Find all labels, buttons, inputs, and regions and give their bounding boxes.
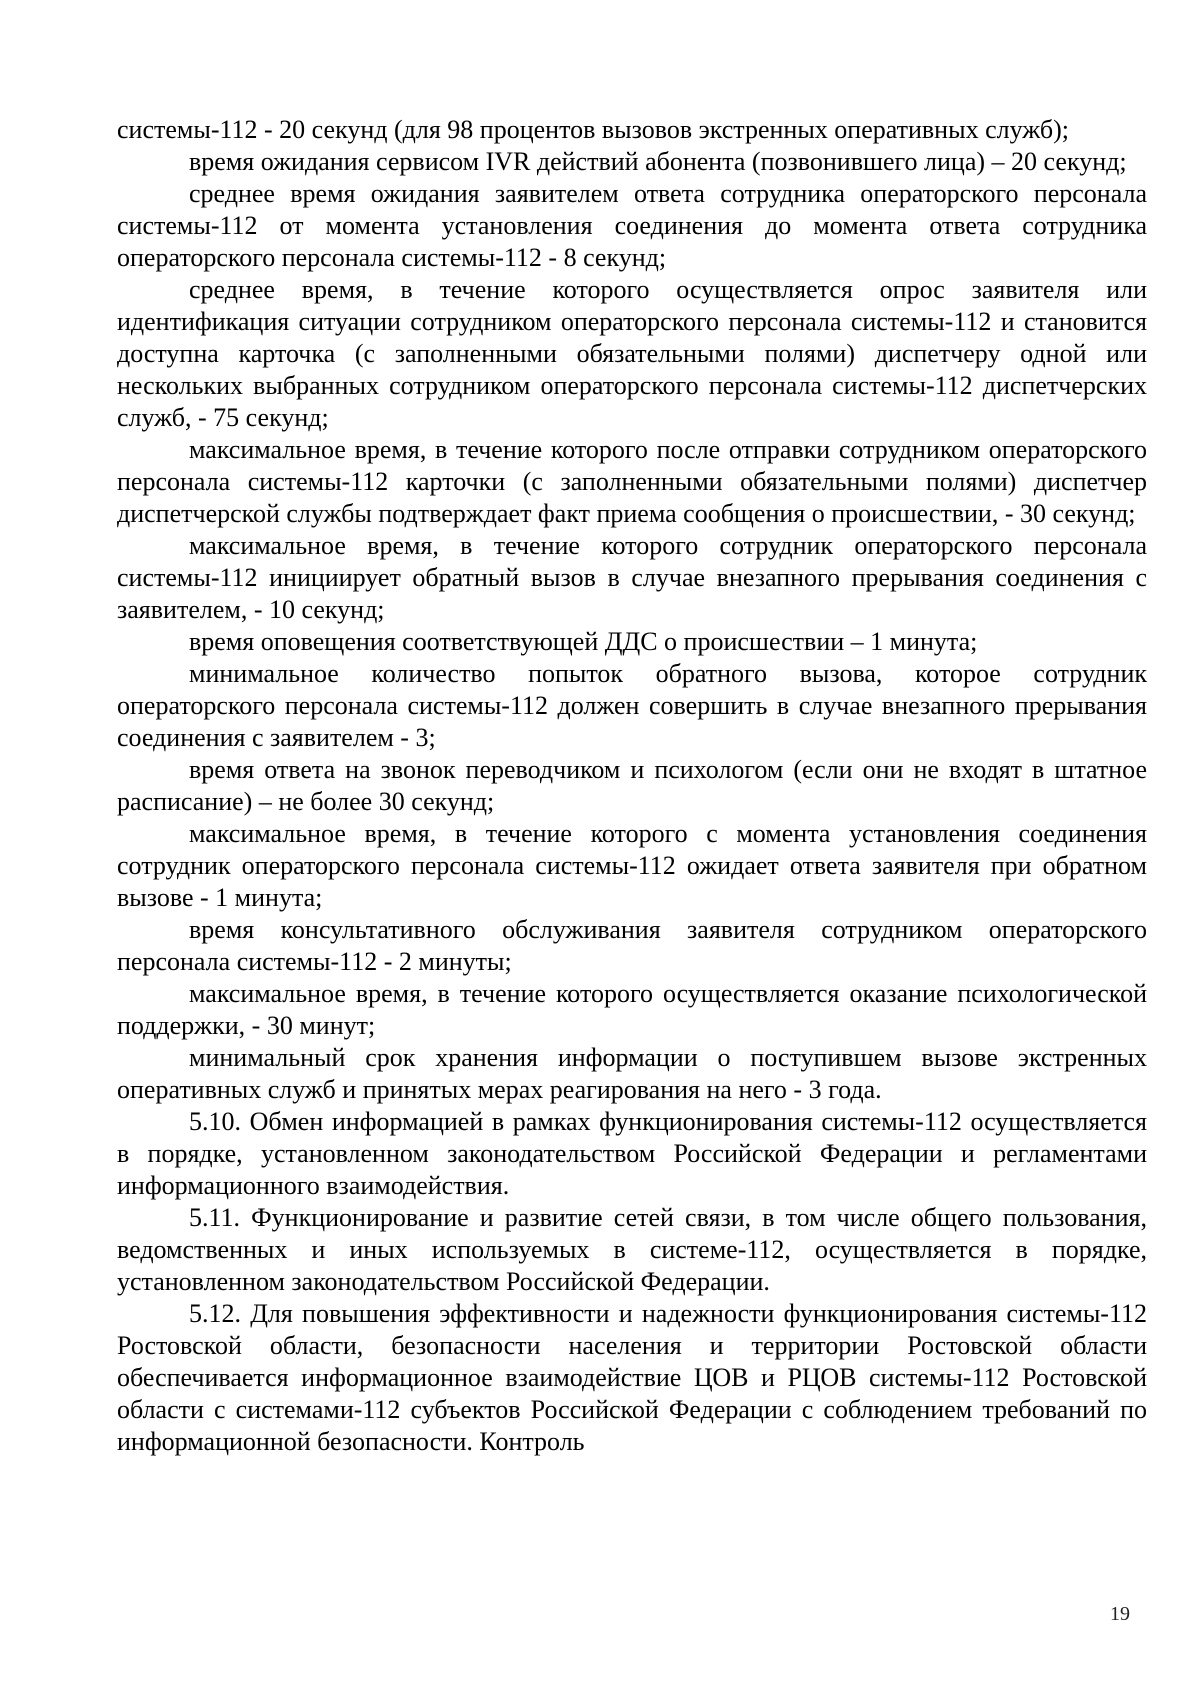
paragraph-section-5-12: 5.12. Для повышения эффективности и надежности функционирования системы-112 Ростовской области, безопасности населения и территории Ростовской области обеспечивается информационное взаимодействие ЦОВ и РЦОВ системы-112 Ростовской области с системами-112 субъектов Российской Федерации с соблюдением требований по информационной безопасности. Контроль bbox=[117, 1299, 1147, 1456]
paragraph-min-callback-attempts: минимальное количество попыток обратного вызова, которое сотрудник операторского персонала системы-112 должен совершить в случае внезапного прерывания соединения с заявителем - 3; bbox=[117, 659, 1147, 752]
paragraph-ivr-wait: время ожидания сервисом IVR действий абонента (позвонившего лица) – 20 секунд; bbox=[189, 147, 1127, 176]
paragraph-section-5-10: 5.10. Обмен информацией в рамках функционирования системы-112 осуществляется в порядке, установленном законодательством Российской Федерации и регламентами информационного взаимодействия. bbox=[117, 1107, 1147, 1200]
paragraph-consult-time: время консультативного обслуживания заявителя сотрудником операторского персонала системы-112 - 2 минуты; bbox=[117, 915, 1147, 976]
paragraph-avg-interview-time: среднее время, в течение которого осуществляется опрос заявителя или идентификация ситуации сотрудником операторского персонала системы-112 и становится доступна карточка (с заполненными обязательными полями) диспетчеру одной или нескольких выбранных сотрудником операторского персонала системы-112 диспетчерских служб, - 75 секунд; bbox=[117, 275, 1147, 432]
document-body bbox=[117, 114, 1147, 1458]
paragraph-psych-support-time: максимальное время, в течение которого осуществляется оказание психологической поддержки, - 30 минут; bbox=[117, 979, 1147, 1040]
paragraph-dds-notify-time: время оповещения соответствующей ДДС о происшествии – 1 минута; bbox=[189, 627, 978, 656]
paragraph-continuation: системы-112 - 20 секунд (для 98 процентов вызовов экстренных оперативных служб); bbox=[117, 115, 1069, 144]
paragraph-callback-init-time: максимальное время, в течение которого сотрудник операторского персонала системы-112 инициирует обратный вызов в случае внезапного прерывания соединения с заявителем, - 10 секунд; bbox=[117, 531, 1147, 624]
paragraph-max-confirm-time: максимальное время, в течение которого после отправки сотрудником операторского персонала системы-112 карточки (с заполненными обязательными полями) диспетчер диспетчерской службы подтверждает факт приема сообщения о происшествии, - 30 секунд; bbox=[117, 435, 1147, 528]
paragraph-section-5-11: 5.11. Функционирование и развитие сетей связи, в том числе общего пользования, ведомственных и иных используемых в системе-112, осуществляется в порядке, установленном законодательством Российской Федерации. bbox=[117, 1203, 1147, 1296]
paragraph-storage-period: минимальный срок хранения информации о поступившем вызове экстренных оперативных служб и принятых мерах реагирования на него - 3 года. bbox=[117, 1043, 1147, 1104]
page-number: 19 bbox=[1110, 1603, 1130, 1625]
paragraph-avg-answer-time: среднее время ожидания заявителем ответа сотрудника операторского персонала системы-112 от момента установления соединения до момента ответа сотрудника операторского персонала системы-112 - 8 секунд; bbox=[117, 179, 1147, 272]
paragraph-interpreter-answer-time: время ответа на звонок переводчиком и психологом (если они не входят в штатное расписание) – не более 30 секунд; bbox=[117, 755, 1147, 816]
paragraph-callback-wait-time: максимальное время, в течение которого с момента установления соединения сотрудник операторского персонала системы-112 ожидает ответа заявителя при обратном вызове - 1 минута; bbox=[117, 819, 1147, 912]
